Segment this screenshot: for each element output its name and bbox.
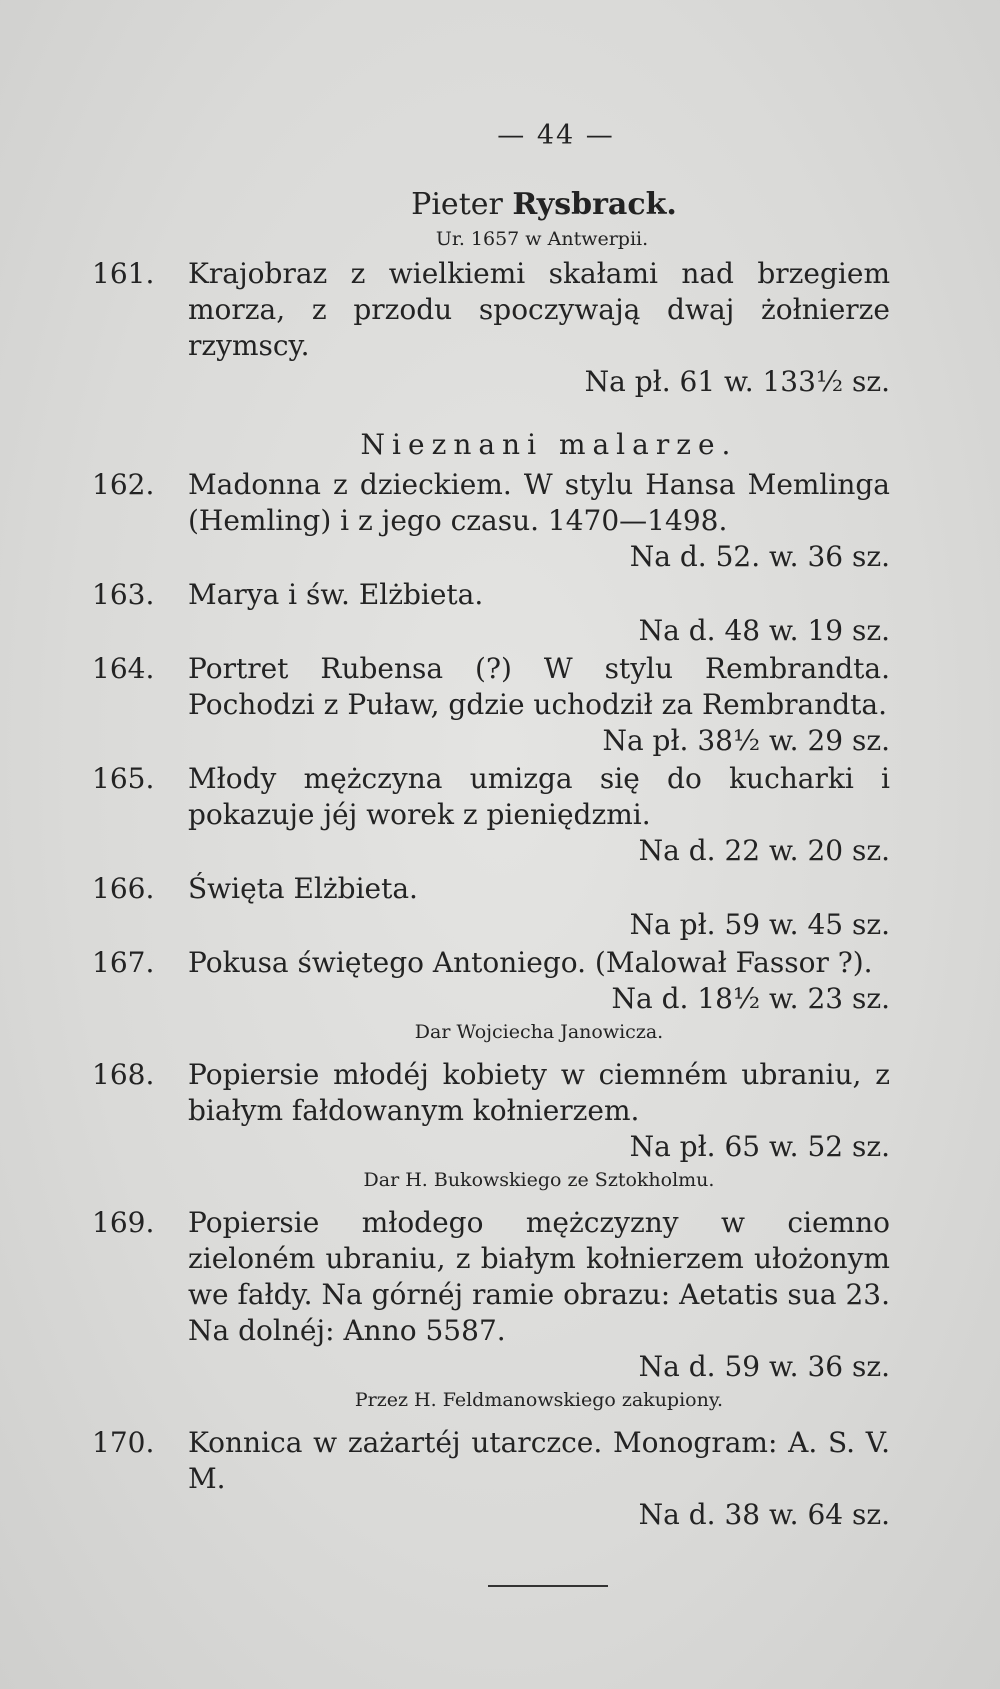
entry-number: 166. — [92, 872, 155, 905]
section-title: Nieznani malarze. — [360, 428, 738, 461]
entries-unknown-painters — [92, 467, 890, 1533]
page-text — [92, 120, 890, 1587]
entry-dimensions: Na pł. 59 w. 45 sz. — [629, 908, 890, 941]
entry-number: 161. — [92, 257, 155, 290]
entry-description: Młody mężczyna umizga się do kucharki i pokazuje jéj worek z pieniędzmi. — [188, 762, 890, 831]
artist-heading — [188, 187, 890, 222]
catalog-entry — [92, 761, 890, 869]
entry-dimensions: Na d. 38 w. 64 sz. — [638, 1498, 890, 1531]
catalog-entry — [92, 256, 890, 400]
artist-first-name: Pieter — [411, 187, 503, 222]
entry-dimensions: Na d. 18½ w. 23 sz. — [611, 982, 890, 1015]
page-number: — 44 — — [497, 120, 615, 151]
entry-description: Święta Elżbieta. — [188, 872, 418, 905]
artist-last-name: Rysbrack. — [512, 187, 677, 222]
entry-description: Popiersie młodego mężczyzny w ciemno zieloném ubraniu, z białym kołnierzem ułożonym we fałdy. Na górnéj ramie obrazu: Aetatis sua 23. Na dolnéj: Anno 5587. — [188, 1206, 890, 1347]
entry-dimensions: Na pł. 61 w. 133½ sz. — [584, 365, 890, 398]
entry-provenance: Dar Wojciecha Janowicza. — [414, 1021, 664, 1043]
catalog-entry — [92, 1425, 890, 1533]
entry-number: 162. — [92, 468, 155, 501]
entry-description: Marya i św. Elżbieta. — [188, 578, 484, 611]
entry-description: Madonna z dzieckiem. W stylu Hansa Memlinga (Hemling) i z jego czasu. 1470—1498. — [188, 468, 890, 537]
catalog-entry — [92, 467, 890, 575]
catalog-entry — [92, 871, 890, 943]
catalog-entry — [92, 651, 890, 759]
entry-number: 168. — [92, 1058, 155, 1091]
end-rule — [488, 1585, 608, 1587]
catalog-entry — [92, 945, 890, 1017]
entry-number: 164. — [92, 652, 155, 685]
artist-birth: Ur. 1657 w Antwerpii. — [435, 228, 649, 250]
entry-dimensions: Na pł. 38½ w. 29 sz. — [602, 724, 890, 757]
entry-dimensions: Na d. 59 w. 36 sz. — [638, 1350, 890, 1383]
entry-provenance: Przez H. Feldmanowskiego zakupiony. — [354, 1389, 724, 1411]
entry-dimensions: Na d. 48 w. 19 sz. — [638, 614, 890, 647]
entry-description: Popiersie młodéj kobiety w ciemném ubraniu, z białym fałdowanym kołnierzem. — [188, 1058, 890, 1127]
entry-description: Krajobraz z wielkiemi skałami nad brzegiem morza, z przodu spoczywają dwaj żołnierze rzymscy. — [188, 257, 890, 362]
entries-rysbrack — [92, 256, 890, 400]
entry-description: Konnica w zażartéj utarczce. Monogram: A. S. V. M. — [188, 1426, 890, 1495]
entry-number: 170. — [92, 1426, 155, 1459]
catalog-entry — [92, 1057, 890, 1165]
entry-dimensions: Na d. 52. w. 36 sz. — [629, 540, 890, 573]
entry-dimensions: Na pł. 65 w. 52 sz. — [629, 1130, 890, 1163]
entry-number: 167. — [92, 946, 155, 979]
entry-description: Pokusa świętego Antoniego. (Malował Fassor ?). — [188, 946, 873, 979]
catalog-entry — [92, 577, 890, 649]
entry-number: 165. — [92, 762, 155, 795]
entry-number: 169. — [92, 1206, 155, 1239]
entry-provenance: Dar H. Bukowskiego ze Sztokholmu. — [363, 1169, 715, 1191]
entry-dimensions: Na d. 22 w. 20 sz. — [638, 834, 890, 867]
entry-description: Portret Rubensa (?) W stylu Rembrandta. Pochodzi z Puław, gdzie uchodził za Rembrandta. — [188, 652, 890, 721]
entry-number: 163. — [92, 578, 155, 611]
catalog-entry — [92, 1205, 890, 1385]
